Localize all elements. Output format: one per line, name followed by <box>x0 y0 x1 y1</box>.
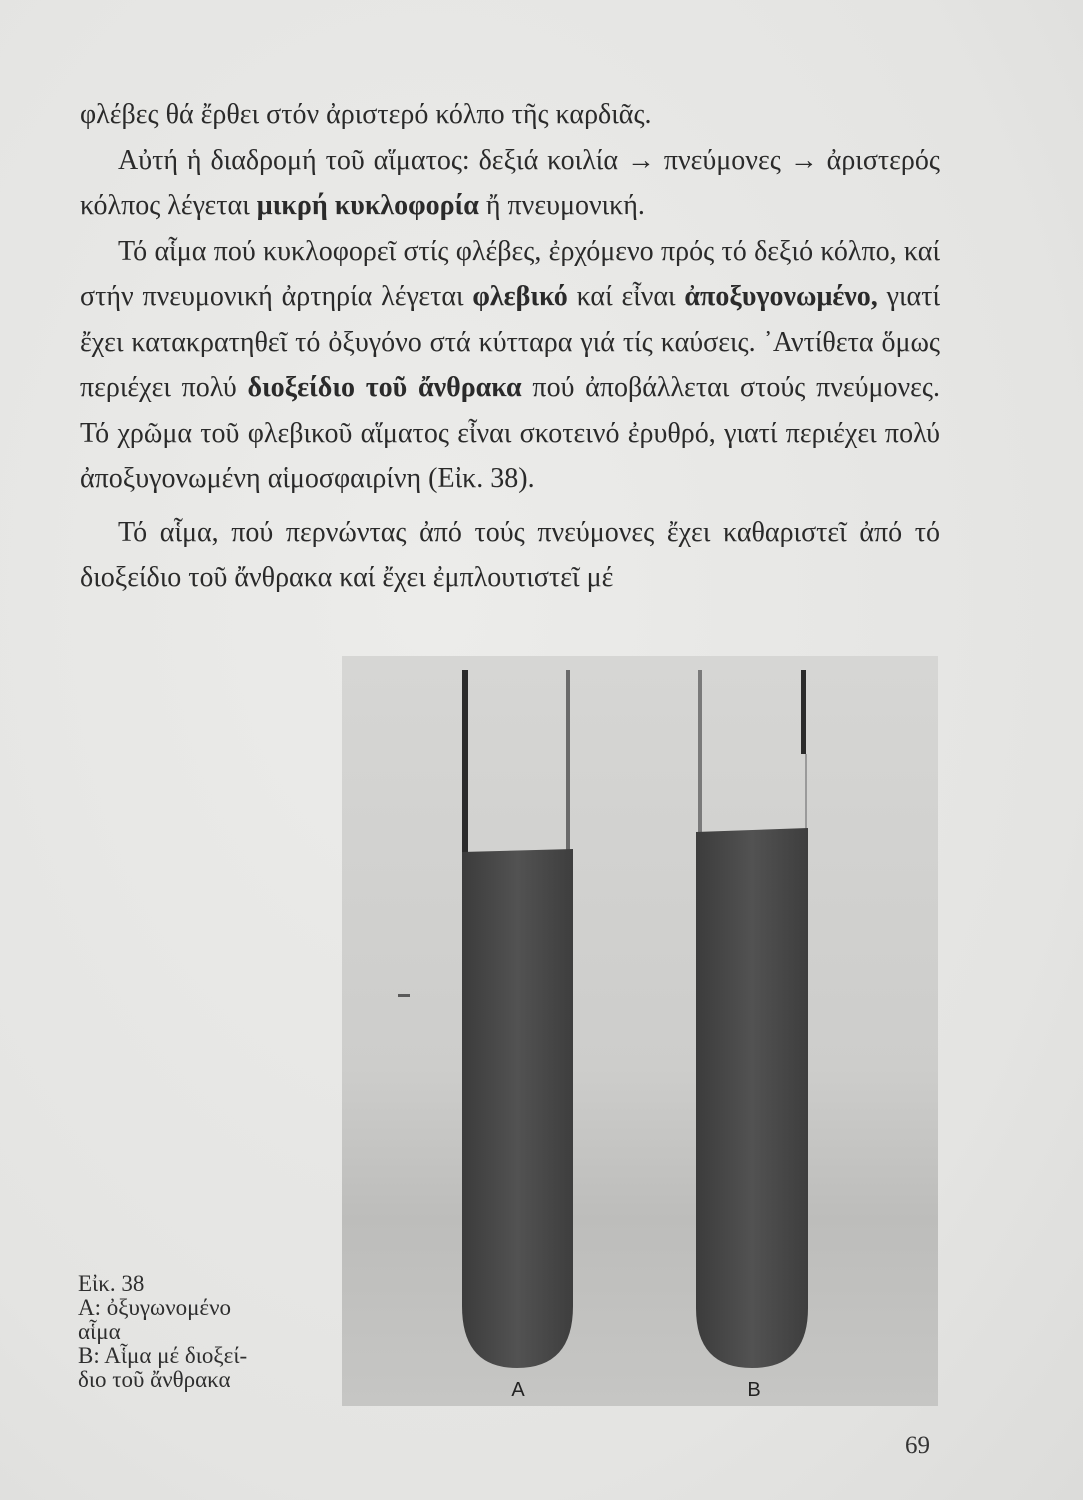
paragraph-2-text-a: Αὐτή ἡ διαδρομή τοῦ αἵματος: δεξιά κοιλία → πνεύμονες → ἀριστερός κόλπος λέγεται <box>80 144 940 221</box>
paragraph-3-text-a: Τό αἷμα πού κυκλοφορεῖ στίς φλέβες, ἐρχόμενο πρός τό δεξιό κόλπο, καί στήν πνευμονική ἀρτηρία λέγεται <box>80 235 940 312</box>
paragraph-2 <box>80 138 940 229</box>
caption-b-line-2: διο τοῦ ἄνθρακα <box>78 1367 231 1392</box>
tube-a-label: A <box>511 1379 525 1401</box>
paragraph-3-text-c: γιατί ἔχει κατακρατηθεῖ τό ὀξυγόνο στά κύτταρα γιά τίς καύσεις. ᾿Αντίθετα ὅμως περιέχει πολύ <box>80 281 940 403</box>
tube-b-blood <box>696 828 808 1368</box>
tube-b-glass-left <box>698 670 702 846</box>
paragraph-3-text-d: πού ἀποβάλλεται στούς πνεύμονες. Τό χρῶμα τοῦ φλεβικοῦ αἵματος εἶναι σκοτεινό ἐρυθρό, γιατί περιέχει πολύ ἀποξυγονωμένη αἱμοσφαιρίνη (Εἰκ. 38). <box>80 372 940 494</box>
page-number: 69 <box>905 1432 930 1459</box>
caption-title: Εἰκ. 38 <box>78 1271 145 1296</box>
term-venous: φλεβικό <box>472 281 568 312</box>
tube-b-glass-right-lower <box>805 754 807 834</box>
paragraph-4: Τό αἷμα, πού περνώντας ἀπό τούς πνεύμονες ἔχει καθαριστεῖ ἀπό τό διοξείδιο τοῦ ἄνθρακα καί ἔχει ἐμπλουτιστεῖ μέ <box>80 516 940 593</box>
tube-b-glass-right <box>801 670 806 754</box>
tube-a-glass-right <box>566 670 570 860</box>
caption-a-line-2: αἷμα <box>78 1319 121 1344</box>
tube-b-label: B <box>747 1379 761 1401</box>
caption-b-line-1: Β: Αἷμα μέ διοξεί- <box>78 1343 248 1368</box>
paragraph-3 <box>80 229 940 502</box>
body-text <box>80 92 940 601</box>
term-deoxygenated: ἀποξυγονωμένο, <box>684 281 878 312</box>
photo-background <box>342 656 938 1406</box>
caption-a-line-1: Α: ὀξυγωνομένο <box>78 1295 231 1320</box>
figure-caption <box>78 1272 308 1392</box>
tube-a-blood <box>462 849 573 1368</box>
paragraph-1: φλέβες θά ἔρθει στόν ἀριστερό κόλπο τῆς καρδιᾶς. <box>80 99 652 130</box>
term-small-circulation: μικρή κυκλοφορία <box>256 190 479 221</box>
paragraph-3-text-b: καί εἶναι <box>567 281 685 312</box>
term-carbon-dioxide: διοξείδιο τοῦ ἄνθρακα <box>247 372 522 403</box>
test-tubes-photo <box>342 656 938 1406</box>
paragraph-2-text-b: ἤ πνευμονική. <box>478 190 645 221</box>
photo-mark <box>398 994 410 997</box>
tube-a-glass-left <box>462 670 468 860</box>
test-tubes-illustration <box>342 656 938 1406</box>
